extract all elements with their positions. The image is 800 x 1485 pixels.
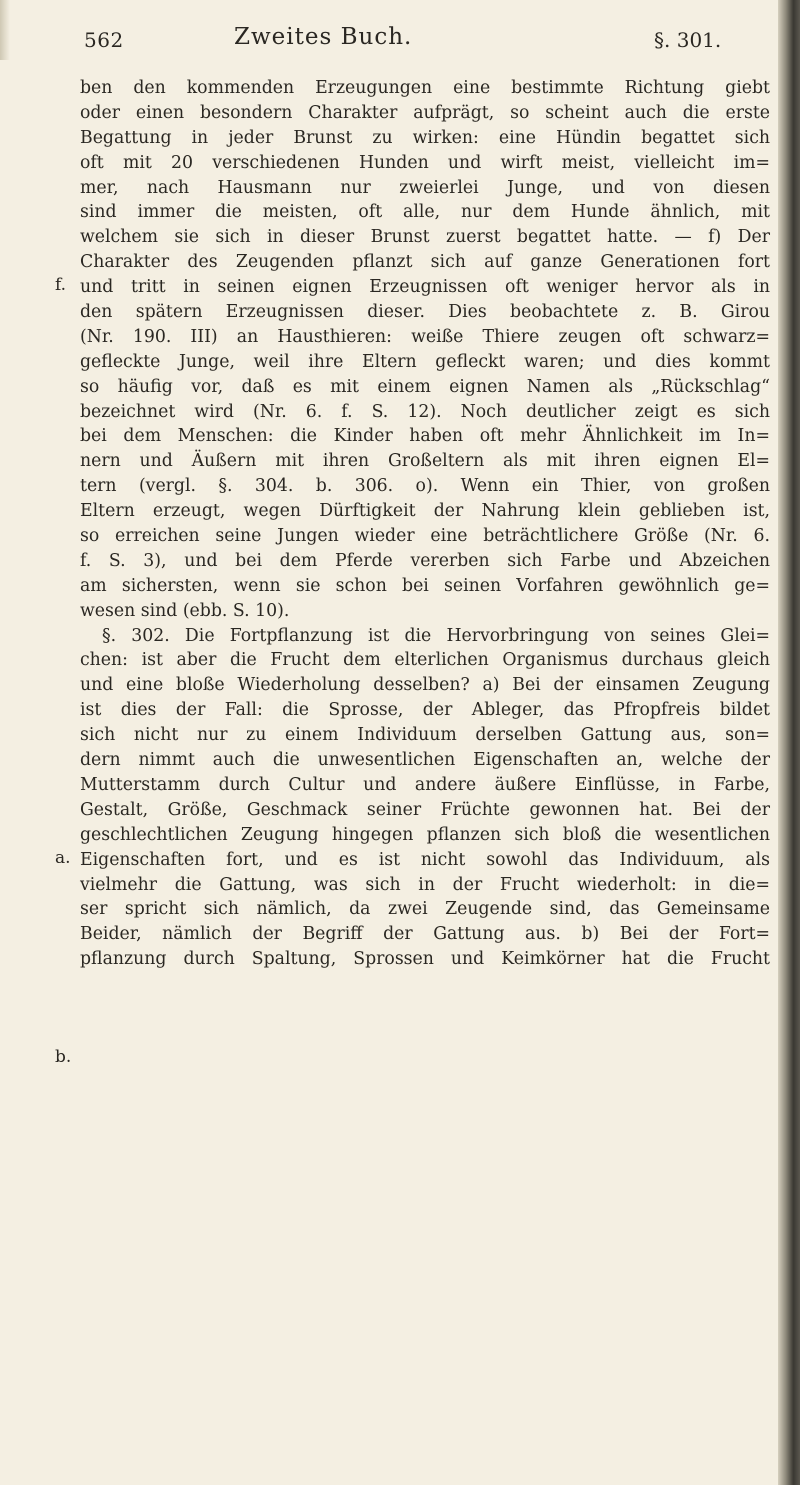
section-number: §. 301. [654,28,722,52]
running-title: Zweites Buch. [234,24,413,50]
text-line: wesen sind (ebb. S. 10). [80,600,290,621]
text-line: vielmehr die Gattung, was sich in der Frucht wiederholt: in die= [80,874,770,895]
page-edge-shadow [778,0,800,1485]
text-line: den spätern Erzeugnissen dieser. Dies beobachtete z. B. Girou [80,302,770,323]
margin-letter: a. [55,847,71,868]
margin-letter: b. [55,1047,72,1068]
text-line: sich nicht nur zu einem Individuum derselben Gattung aus, son= [80,725,770,746]
text-line: Eigenschaften fort, und es ist nicht sowohl das Individuum, als [80,849,770,870]
text-line: und eine bloße Wiederholung desselben? a) Bei der einsamen Zeugung [80,675,770,696]
text-line: bezeichnet wird (Nr. 6. f. S. 12). Noch deutlicher zeigt es sich [80,401,770,422]
scan-mark [0,0,10,60]
text-line: Mutterstamm durch Cultur und andere äußere Einflüsse, in Farbe, [80,774,770,795]
text-line: ser spricht sich nämlich, da zwei Zeugende sind, das Gemeinsame [80,899,770,920]
text-line: geschlechtlichen Zeugung hingegen pflanzen sich bloß die wesentlichen [80,824,770,845]
text-line: Begattung in jeder Brunst zu wirken: eine Hündin begattet sich [80,127,770,148]
text-line: Beider, nämlich der Begriff der Gattung aus. b) Bei der Fort= [80,924,770,945]
body-text [80,76,770,972]
text-line: gefleckte Junge, weil ihre Eltern gefleckt waren; und dies kommt [80,351,770,372]
text-line: welchem sie sich in dieser Brunst zuerst begattet hatte. — f) Der [80,227,770,248]
text-line: ben den kommenden Erzeugungen eine bestimmte Richtung giebt [80,78,770,98]
text-line: Eltern erzeugt, wegen Dürftigkeit der Nahrung klein geblieben ist, [80,501,770,522]
page-number: 562 [84,28,124,52]
text-line: nern und Äußern mit ihren Großeltern als mit ihren eignen El= [80,451,770,472]
text-line: bei dem Menschen: die Kinder haben oft mehr Ähnlichkeit im In= [80,426,770,447]
text-line: ist dies der Fall: die Sprosse, der Ableger, das Pfropfreis bildet [80,700,770,721]
margin-letter: f. [55,275,67,296]
text-line: f. S. 3), und bei dem Pferde vererben sich Farbe und Abzeichen [80,550,770,571]
text-line: Charakter des Zeugenden pflanzt sich auf ganze Generationen fort [80,252,770,273]
text-line: so erreichen seine Jungen wieder eine beträchtlichere Größe (Nr. 6. [80,526,770,547]
text-line: chen: ist aber die Frucht dem elterlichen Organismus durchaus gleich [80,650,770,671]
text-line: Gestalt, Größe, Geschmack seiner Früchte gewonnen hat. Bei der [80,799,770,820]
text-line: tern (vergl. §. 304. b. 306. o). Wenn ein Thier, von großen [80,476,770,497]
text-line: oft mit 20 verschiedenen Hunden und wirft meist, vielleicht im= [80,152,770,173]
text-line: so häufig vor, daß es mit einem eignen Namen als „Rückschlag“ [80,376,770,397]
text-line: sind immer die meisten, oft alle, nur dem Hunde ähnlich, mit [80,202,770,223]
text-line: mer, nach Hausmann nur zweierlei Junge, und von diesen [80,177,770,198]
text-line: (Nr. 190. III) an Hausthieren: weiße Thiere zeugen oft schwarz= [80,326,770,347]
page-header [84,24,784,56]
text-line: oder einen besondern Charakter aufprägt, so scheint auch die erste [80,102,770,123]
text-line: dern nimmt auch die unwesentlichen Eigenschaften an, welche der [80,750,770,771]
text-line: am sichersten, wenn sie schon bei seinen Vorfahren gewöhnlich ge= [80,575,770,596]
text-line: §. 302. Die Fortpflanzung ist die Hervorbringung von seines Glei= [102,625,770,646]
text-line: und tritt in seinen eignen Erzeugnissen oft weniger hervor als in [80,277,770,298]
text-line: pflanzung durch Spaltung, Sprossen und Keimkörner hat die Frucht [80,949,770,970]
